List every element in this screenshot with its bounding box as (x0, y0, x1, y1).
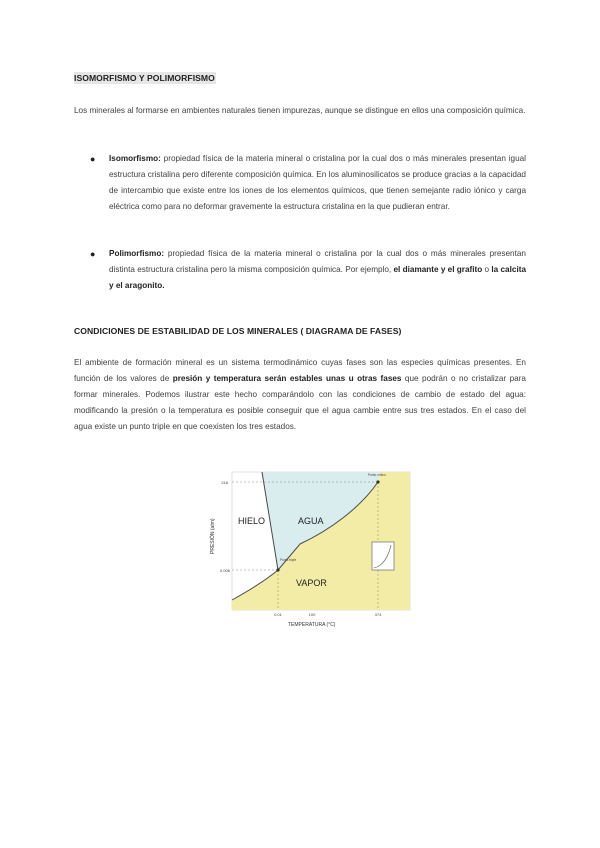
bullet-isomorfismo (90, 151, 526, 215)
bullet-dot-icon: ● (90, 249, 96, 259)
example-diamante-grafito: el diamante y el grafito (393, 265, 483, 274)
phase-paragraph (74, 355, 526, 435)
label-triple-point: Punto triple (280, 558, 297, 562)
definition-polimorfismo: propiedad física de la materia mineral o cristalina por la cual dos o más minerales presentan distinta estructura cristalina pero la misma composición química. Por ejemplo, (109, 249, 526, 274)
intro-paragraph: Los minerales al formarse en ambientes naturales tienen impurezas, aunque se distingue en ellos una composición química. (74, 106, 526, 115)
term-isomorfismo: Isomorfismo: (109, 154, 161, 163)
section-heading-diagrama: CONDICIONES DE ESTABILIDAD DE LOS MINERALES ( DIAGRAMA DE FASES) (74, 326, 402, 336)
y-tick-218: 218 (221, 480, 228, 485)
x-tick-001: 0.01 (274, 612, 282, 617)
example-connector: o (482, 265, 492, 274)
section-heading-isomorfismo: ISOMORFISMO Y POLIMORFISMO (74, 73, 215, 83)
phase-diagram (200, 468, 412, 628)
x-tick-100: 100 (308, 612, 316, 617)
y-tick-0006: 0.006 (219, 568, 230, 573)
critical-point (376, 480, 379, 483)
example-calcita-aragonito: la calcita y el aragonito. (109, 265, 526, 290)
label-agua: AGUA (298, 516, 324, 526)
bullet-polimorfismo (90, 246, 526, 294)
phase-paragraph-part2: que podrán o no cristalizar para formar minerales. Podemos ilustrar este hecho comparándolo con las condiciones de cambio de estado del agua: modificando la presión o la temperatura es posible conseguir que el agua cambie entre sus tres estados. En el caso del agua existe un punto triple en que coexisten los tres estados. (74, 374, 526, 431)
bullet-dot-icon: ● (90, 154, 96, 164)
label-critical-point: Punto crítico (368, 473, 386, 477)
phase-paragraph-part1: El ambiente de formación mineral es un sistema termodinámico cuyas fases son las especies químicas presentes. En función de los valores de (74, 358, 526, 383)
phase-paragraph-bold: presión y temperatura serán estables unas u otras fases (172, 374, 402, 383)
definition-isomorfismo: propiedad física de la materia mineral o cristalina por la cual dos o más minerales presentan igual estructura cristalina pero diferente composición química. En los aluminosilicatos se produce gracias a la capacidad de intercambio que existe entre los iones de los elementos químicos, que tienen semejante radio iónico y carga eléctrica como para no deformar gravemente la estructura cristalina en la que pudieran entrar. (109, 154, 526, 211)
x-axis-label: TEMPERATURA (°C) (288, 622, 336, 628)
label-vapor: VAPOR (296, 578, 327, 588)
x-tick-374: 374 (374, 612, 382, 617)
y-axis-label: PRESIÓN (atm) (210, 518, 216, 554)
label-hielo: HIELO (238, 516, 266, 526)
triple-point (276, 568, 279, 571)
term-polimorfismo: Polimorfismo: (109, 249, 165, 258)
